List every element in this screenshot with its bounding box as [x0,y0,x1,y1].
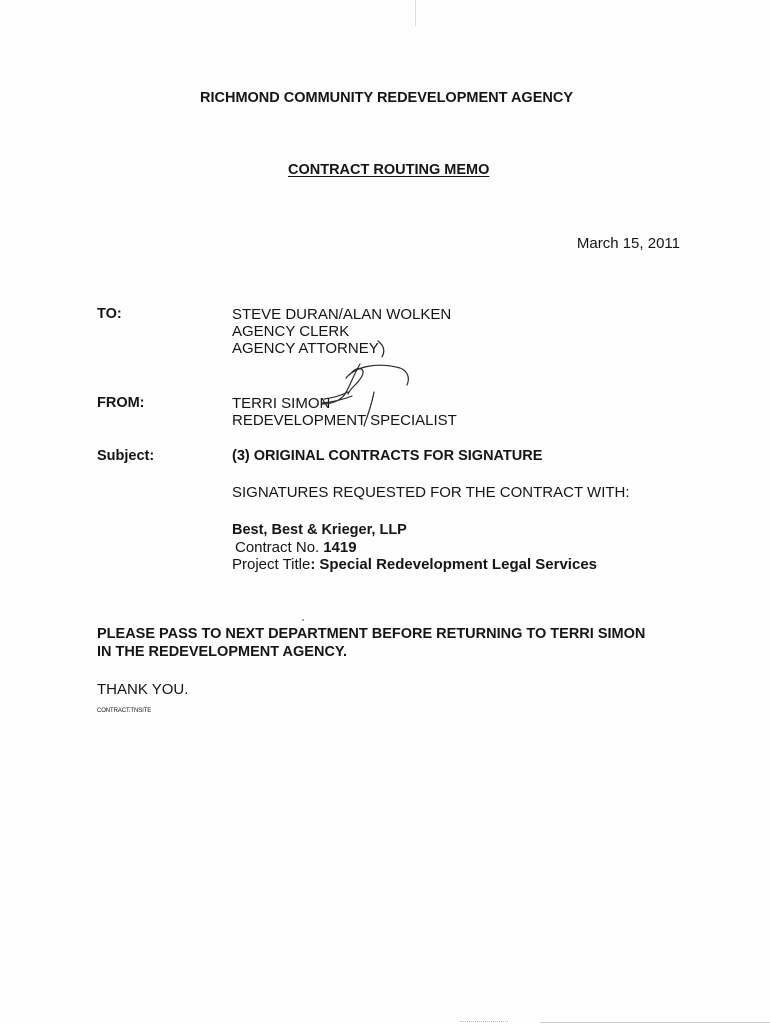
routing-instruction-line: PLEASE PASS TO NEXT DEPARTMENT BEFORE RETURNING TO TERRI SIMON [97,626,646,642]
memo-date: March 15, 2011 [576,235,680,252]
scan-artifact-top-line [415,0,416,26]
agency-name: RICHMOND COMMUNITY REDEVELOPMENT AGENCY [200,90,573,106]
to-recipient-line: AGENCY CLERK [232,323,350,340]
contract-number: 1419 [323,539,357,556]
subject-label: Subject: [97,448,155,464]
project-title: Special Redevelopment Legal Services [319,556,597,573]
project-title-line [232,556,597,573]
project-title-label: Project Title [232,556,311,573]
closing-text: THANK YOU. [97,681,189,698]
from-sender-line: TERRI SIMON [232,395,331,412]
contractor-firm: Best, Best & Krieger, LLP [232,522,407,538]
scan-artifact-bottom-dots [460,1021,508,1022]
signature-request-text: SIGNATURES REQUESTED FOR THE CONTRACT WITH: [232,484,630,501]
to-label: TO: [97,306,122,322]
signature-stroke [346,365,408,385]
handwritten-signature [296,336,420,432]
from-label: FROM: [97,395,145,411]
contract-number-line [235,539,357,556]
to-recipient-line: AGENCY ATTORNEY [232,340,379,357]
scan-artifact-bottom-line [540,1022,770,1023]
from-sender-line: REDEVELOPMENT SPECIALIST [232,412,457,429]
signature-stroke [378,341,384,357]
file-reference: CONTRACT.TNSITE [97,708,152,714]
signature-stroke [364,392,374,426]
memo-title: CONTRACT ROUTING MEMO [288,162,490,178]
signature-stroke [322,396,352,403]
scan-artifact-speck [302,619,304,621]
project-title-separator: : [310,556,316,573]
contract-number-label: Contract No. [235,539,320,556]
subject-text: (3) ORIGINAL CONTRACTS FOR SIGNATURE [232,448,543,464]
to-recipient-line: STEVE DURAN/ALAN WOLKEN [232,306,452,323]
routing-instruction-line: IN THE REDEVELOPMENT AGENCY. [97,644,348,660]
